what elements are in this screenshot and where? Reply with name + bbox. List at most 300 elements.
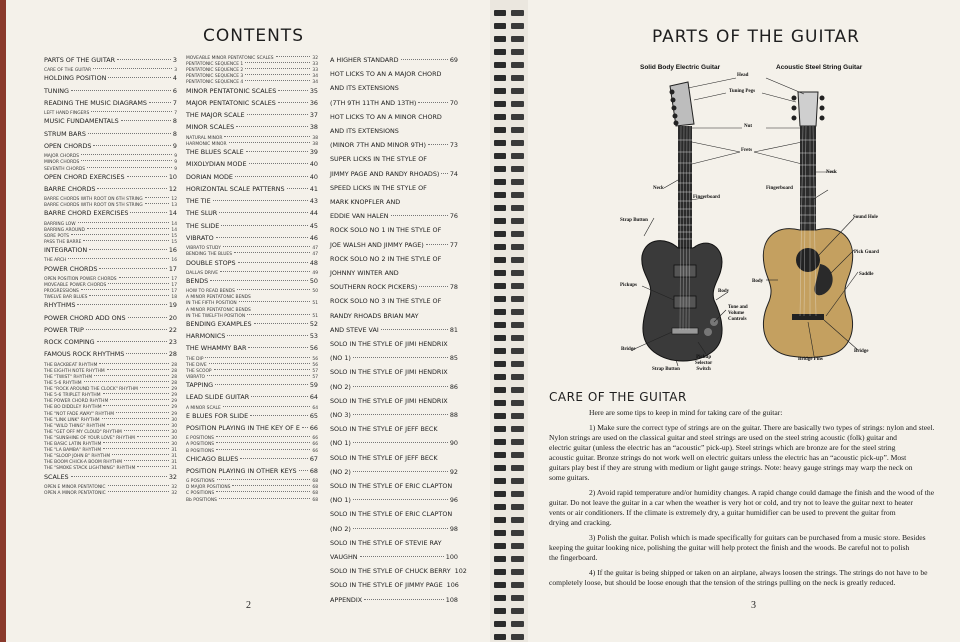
- toc-entry-title: DALLAS DRIVE: [186, 270, 218, 276]
- toc-leader-dots: [215, 384, 308, 385]
- toc-page-number: 76: [449, 212, 458, 221]
- spiral-coil: [494, 36, 524, 42]
- spiral-coil: [494, 595, 524, 601]
- toc-leader-dots: [108, 491, 170, 492]
- toc-entry-title: TAPPING: [186, 381, 214, 389]
- spiral-coil: [494, 608, 524, 614]
- toc-leader-dots: [126, 353, 167, 354]
- toc-leader-dots: [401, 59, 448, 60]
- contents-heading: CONTENTS: [203, 26, 304, 46]
- toc-subentry: [44, 387, 177, 392]
- toc-page-number: 3: [172, 56, 177, 64]
- toc-entry-title: SORE POTS: [44, 233, 70, 239]
- label-frets: Frets: [741, 148, 753, 153]
- spiral-coil: [494, 192, 524, 198]
- label-tuning-pegs: Tuning Pegs: [729, 89, 756, 94]
- toc-entry-title: A POSITIONS: [186, 442, 215, 448]
- toc-subentry: [186, 74, 318, 79]
- toc-entry-title: SUPER LICKS IN THE STYLE OF: [330, 155, 427, 164]
- toc-leader-dots: [83, 240, 169, 241]
- toc-entry-title: A MINOR PENTATONIC BENDS: [186, 307, 251, 313]
- toc-entry-title: AND STEVE VAI: [330, 325, 379, 334]
- toc-leader-dots: [245, 68, 310, 69]
- toc-leader-dots: [240, 458, 308, 459]
- toc-entry: [330, 539, 458, 547]
- toc-page-number: 98: [449, 524, 458, 533]
- toc-entry: [44, 473, 177, 481]
- label-tone-volume: Tone and Volume Controls: [728, 305, 748, 322]
- toc-entry: [186, 234, 318, 242]
- parts-heading: PARTS OF THE GUITAR: [652, 27, 860, 47]
- toc-entry-title: MOVEABLE POWER CHORDS: [44, 282, 107, 288]
- toc-subentry: [44, 442, 177, 447]
- toc-leader-dots: [207, 375, 310, 376]
- toc-leader-dots: [245, 80, 310, 81]
- toc-page-number: 30: [171, 429, 177, 435]
- toc-page-number: 29: [171, 411, 177, 417]
- toc-entry: [330, 439, 458, 447]
- toc-subentry: [186, 80, 318, 85]
- toc-entry: [330, 553, 458, 561]
- toc-entry-title: E BLUES FOR SLIDE: [186, 411, 249, 420]
- toc-page-number: 38: [312, 135, 318, 141]
- toc-entry: [186, 222, 318, 230]
- toc-subentry: [44, 167, 177, 172]
- toc-leader-dots: [108, 77, 171, 78]
- toc-page-number: 64: [309, 393, 318, 402]
- toc-entry: [44, 265, 177, 273]
- toc-entry-title: THE 5-6 TRIPLET RHYTHM: [44, 393, 101, 399]
- toc-leader-dots: [209, 363, 311, 364]
- toc-leader-dots: [107, 369, 170, 370]
- toc-entry-title: (NO 2): [330, 467, 351, 476]
- toc-leader-dots: [108, 485, 170, 486]
- toc-leader-dots: [103, 442, 169, 443]
- care-text: [549, 408, 954, 593]
- label-pickups: Pickups: [620, 283, 637, 288]
- spiral-coil: [494, 348, 524, 354]
- spiral-coil: [494, 517, 524, 523]
- care-line: Here are some tips to keep in mind for taking care of the guitar:: [589, 408, 783, 417]
- toc-entry-title: THE "LINK LINK" RHYTHM: [44, 417, 100, 423]
- toc-leader-dots: [247, 314, 310, 315]
- toc-entry-title: OPEN E MINOR PENTATONIC: [44, 484, 106, 490]
- toc-entry: [44, 326, 177, 334]
- toc-entry-title: ROCK SOLO NO 1 IN THE STYLE OF: [330, 226, 442, 235]
- toc-entry-title: ROCK SOLO NO 3 IN THE STYLE OF: [330, 297, 442, 306]
- toc-entry-title: SOLO IN THE STYLE OF ERIC CLAPTON: [330, 510, 453, 519]
- toc-leader-dots: [216, 436, 311, 437]
- toc-page-number: 40: [309, 172, 318, 181]
- toc-page-number: 56: [312, 356, 318, 362]
- spiral-coil: [494, 400, 524, 406]
- toc-entry-title: THE "WILD THING" RHYTHM: [44, 423, 106, 429]
- toc-entry-title: POWER CHORD ADD ONS: [44, 313, 126, 322]
- toc-entry: [330, 212, 458, 220]
- toc-entry-title: THE EIGHTH NOTE RHYTHM: [44, 368, 105, 374]
- toc-entry: [330, 155, 458, 163]
- toc-entry-title: MOVEABLE MINOR PENTATONIC SCALES: [186, 56, 274, 61]
- toc-leader-dots: [68, 258, 169, 259]
- toc-entry-title: THE ARCH: [44, 258, 67, 264]
- care-line: some guitars.: [549, 473, 590, 482]
- label-pickup-selector: Pickup Selector Switch: [695, 355, 713, 372]
- care-paragraph: [549, 488, 954, 528]
- toc-leader-dots: [97, 188, 166, 189]
- toc-leader-dots: [149, 102, 171, 103]
- care-line: completely loose, but should be loose enough that the tension of the strings pulling on the neck is greatly reduced.: [549, 578, 896, 587]
- care-paragraph: [549, 408, 954, 418]
- toc-entry-title: PASS THE BARRE: [44, 240, 82, 245]
- toc-entry-title: PROGRESSIONS: [44, 289, 79, 294]
- toc-leader-dots: [353, 386, 448, 387]
- toc-leader-dots: [140, 387, 169, 388]
- toc-entry-title: BENDING THE BLUES: [186, 252, 232, 258]
- toc-subentry: [186, 479, 318, 484]
- toc-leader-dots: [216, 449, 310, 450]
- label-body-electric: Body: [718, 289, 730, 294]
- toc-page-number: 31: [171, 454, 177, 460]
- toc-leader-dots: [99, 363, 169, 364]
- toc-page-number: 30: [171, 435, 177, 441]
- toc-page-number: 68: [312, 497, 318, 503]
- toc-page-number: 28: [171, 368, 177, 374]
- toc-entry-title: HARMONICS: [186, 332, 226, 340]
- toc-entry-title: THE "SMOKE STACK LIGHTNING" RHYTHM: [44, 466, 136, 472]
- toc-entry: [330, 226, 458, 234]
- toc-page-number: 28: [168, 350, 177, 359]
- toc-entry-title: BARRING LOW: [44, 221, 76, 227]
- label-nut: Nut: [744, 124, 753, 129]
- toc-leader-dots: [81, 154, 172, 155]
- toc-page-number: 16: [171, 258, 177, 264]
- toc-page-number: 13: [171, 203, 177, 209]
- toc-entry-title: PENTATONIC SEQUENCE 2: [186, 68, 244, 74]
- toc-entry-title: HARMONIC MINOR: [186, 141, 227, 147]
- spiral-coil: [494, 335, 524, 341]
- toc-leader-dots: [116, 412, 169, 413]
- toc-page-number: 92: [449, 467, 458, 476]
- label-saddle: Saddle: [859, 272, 874, 277]
- spiral-coil: [494, 426, 524, 432]
- toc-page-number: 29: [171, 393, 177, 399]
- toc-entry-title: HOLDING POSITION: [44, 74, 107, 83]
- spiral-coil: [494, 413, 524, 419]
- label-neck-electric: Neck: [653, 186, 664, 191]
- toc-subentry: [44, 197, 177, 202]
- toc-page-number: 53: [309, 332, 318, 340]
- label-bridge-acoustic: Bridge: [854, 349, 869, 354]
- toc-leader-dots: [287, 188, 308, 189]
- spiral-coil: [494, 296, 524, 302]
- toc-entry-title: THE BASIC LATIN RHYTHM: [44, 442, 102, 447]
- toc-entry: [186, 173, 318, 181]
- toc-subentry: [44, 454, 177, 459]
- toc-entry-title: A MINOR SCALE: [186, 405, 221, 411]
- toc-page-number: 33: [312, 68, 318, 74]
- page-number-left: 2: [246, 600, 251, 611]
- toc-leader-dots: [219, 212, 308, 213]
- toc-subentry: [186, 363, 318, 368]
- toc-leader-dots: [99, 268, 166, 269]
- toc-subentry: [44, 381, 177, 386]
- toc-leader-dots: [249, 163, 308, 164]
- toc-entry: [186, 87, 318, 95]
- toc-leader-dots: [254, 323, 308, 324]
- toc-page-number: 32: [171, 490, 177, 496]
- care-line: 2) Avoid rapid temperature and/or humidity changes. A rapid change could damage the finish and the wood of the: [589, 488, 935, 497]
- toc-entry-title: THE SLUR: [186, 209, 218, 218]
- toc-page-number: 35: [309, 86, 318, 95]
- toc-entry: [330, 510, 458, 518]
- toc-subentry: [44, 289, 177, 294]
- toc-page-number: 50: [309, 276, 318, 285]
- toc-entry-title: POWER CHORDS: [44, 264, 98, 273]
- toc-entry-title: OPEN A MINOR PENTATONIC: [44, 490, 106, 496]
- toc-leader-dots: [245, 74, 310, 75]
- toc-leader-dots: [81, 160, 172, 161]
- spiral-coil: [494, 504, 524, 510]
- toc-subentry: [186, 62, 318, 67]
- toc-page-number: 68: [312, 491, 318, 497]
- toc-page-number: 29: [171, 405, 177, 411]
- toc-leader-dots: [214, 369, 311, 370]
- toc-entry: [330, 383, 458, 391]
- toc-subentry: [186, 436, 318, 441]
- toc-leader-dots: [229, 142, 311, 143]
- toc-subentry: [186, 357, 318, 362]
- spiral-coil: [494, 361, 524, 367]
- toc-entry-title: BARRE CHORDS WITH ROOT ON 6TH STRING: [44, 197, 143, 203]
- toc-leader-dots: [216, 237, 308, 238]
- toc-subentry: [44, 160, 177, 165]
- toc-page-number: 51: [312, 301, 318, 307]
- toc-entry-title: THE DIP: [186, 356, 204, 362]
- toc-entry-title: THE SCOOP: [186, 368, 212, 374]
- page-edge: [0, 0, 6, 642]
- toc-page-number: 86: [449, 382, 458, 391]
- toc-leader-dots: [145, 203, 170, 204]
- toc-page-number: 19: [168, 301, 177, 310]
- toc-leader-dots: [88, 133, 171, 134]
- toc-entry-title: IN THE FIFTH POSITION: [186, 301, 237, 307]
- toc-entry-title: (NO 2): [330, 524, 351, 533]
- toc-entry: [44, 87, 177, 95]
- toc-page-number: 59: [309, 381, 318, 389]
- toc-entry-title: THE "TWIST" RHYTHM: [44, 374, 93, 380]
- toc-leader-dots: [278, 102, 308, 103]
- toc-entry-title: READING THE MUSIC DIAGRAMS: [44, 99, 147, 107]
- spiral-coil: [494, 49, 524, 55]
- toc-leader-dots: [216, 491, 310, 492]
- care-line: drying and cracking.: [549, 518, 612, 527]
- toc-subentry: [44, 460, 177, 465]
- toc-leader-dots: [217, 479, 311, 480]
- toc-entry-title: TUNING: [44, 86, 69, 95]
- toc-entry-title: EDDIE VAN HALEN: [330, 212, 389, 221]
- spiral-coil: [494, 23, 524, 29]
- toc-entry-title: CHICAGO BLUES: [186, 454, 239, 463]
- toc-entry: [330, 425, 458, 433]
- toc-page-number: 70: [449, 98, 458, 107]
- toc-entry: [330, 283, 458, 291]
- toc-leader-dots: [238, 262, 308, 263]
- toc-entry-title: SOLO IN THE STYLE OF JIMI HENDRIX: [330, 368, 448, 377]
- toc-leader-dots: [216, 442, 310, 443]
- spiral-coil: [494, 374, 524, 380]
- toc-page-number: 28: [171, 362, 177, 368]
- toc-page-number: 31: [171, 448, 177, 454]
- toc-entry-title: BENDS: [186, 276, 209, 285]
- toc-leader-dots: [124, 430, 170, 431]
- toc-entry-title: HORIZONTAL SCALE PATTERNS: [186, 184, 285, 193]
- toc-page-number: 68: [312, 479, 318, 485]
- toc-subentry: [44, 466, 177, 471]
- toc-entry: [186, 209, 318, 217]
- toc-leader-dots: [250, 415, 308, 416]
- toc-entry-title: THE MAJOR SCALE: [186, 111, 245, 120]
- spiral-coil: [494, 387, 524, 393]
- toc-page-number: 12: [168, 184, 177, 193]
- toc-entry-title: SOUTHERN ROCK PICKERS): [330, 283, 418, 292]
- toc-page-number: 74: [449, 169, 458, 178]
- toc-page-number: 46: [309, 234, 318, 242]
- toc-entry: [44, 246, 177, 254]
- toc-page-number: 32: [171, 484, 177, 490]
- toc-leader-dots: [391, 215, 448, 216]
- toc-page-number: 38: [312, 141, 318, 147]
- toc-entry-title: RANDY RHOADS BRIAN MAY: [330, 311, 419, 320]
- toc-leader-dots: [251, 396, 308, 397]
- toc-subentry: [44, 234, 177, 239]
- toc-leader-dots: [205, 357, 310, 358]
- toc-page-number: 17: [168, 264, 177, 273]
- toc-page-number: 67: [309, 454, 318, 463]
- spiral-coil: [494, 179, 524, 185]
- toc-entry-title: MINOR SCALES: [186, 123, 235, 132]
- toc-subentry: [44, 448, 177, 453]
- toc-page-number: 29: [171, 387, 177, 393]
- toc-leader-dots: [234, 252, 310, 253]
- spiral-coil: [494, 231, 524, 237]
- toc-entry-title: BARRE CHORDS: [44, 184, 96, 193]
- toc-entry: [186, 123, 318, 131]
- spiral-coil: [494, 62, 524, 68]
- toc-entry: [44, 209, 177, 217]
- toc-page-number: 52: [309, 319, 318, 328]
- toc-subentry: [44, 228, 177, 233]
- toc-page-number: 30: [171, 423, 177, 429]
- acoustic-caption: Acoustic Steel String Guitar: [776, 64, 863, 71]
- toc-page-number: 50: [312, 289, 318, 295]
- toc-entry: [186, 111, 318, 119]
- toc-entry-title: ROCK COMPING: [44, 338, 95, 347]
- toc-subentry: [44, 393, 177, 398]
- toc-page-number: 30: [171, 442, 177, 447]
- toc-leader-dots: [236, 126, 308, 127]
- toc-page-number: 34: [312, 74, 318, 80]
- toc-subentry: [186, 406, 318, 411]
- toc-page-number: 57: [312, 374, 318, 380]
- toc-page-number: 38: [309, 123, 318, 132]
- page-number-right: 3: [751, 600, 756, 611]
- toc-leader-dots: [97, 341, 167, 342]
- toc-leader-dots: [93, 145, 170, 146]
- toc-entry-title: THE DIVE: [186, 362, 207, 368]
- toc-entry: [330, 567, 467, 576]
- toc-leader-dots: [248, 347, 307, 348]
- toc-page-number: 106: [446, 581, 459, 590]
- toc-entry: [186, 197, 318, 205]
- toc-subentry: [44, 363, 177, 368]
- spiral-coil: [494, 491, 524, 497]
- toc-entry: [330, 84, 458, 92]
- toc-page-number: 36: [309, 98, 318, 107]
- toc-entry: [44, 74, 177, 82]
- toc-entry-title: G POSITIONS: [186, 479, 215, 485]
- toc-leader-dots: [110, 399, 169, 400]
- toc-leader-dots: [121, 120, 171, 121]
- toc-entry-title: MAJOR CHORDS: [44, 154, 80, 160]
- electric-caption: Solid Body Electric Guitar: [640, 64, 721, 71]
- toc-entry: [330, 99, 458, 107]
- spiral-coil: [494, 114, 524, 120]
- toc-subentry: [186, 271, 318, 276]
- toc-entry: [44, 301, 177, 309]
- toc-leader-dots: [71, 90, 171, 91]
- toc-entry: [186, 277, 318, 285]
- toc-page-number: 64: [312, 405, 318, 411]
- toc-page-number: 48: [309, 258, 318, 267]
- toc-entry-title: ROCK SOLO NO 2 IN THE STYLE OF: [330, 254, 442, 263]
- toc-entry-title: CARE OF THE GUITAR: [44, 68, 92, 74]
- toc-entry: [44, 314, 177, 322]
- toc-entry: [186, 332, 318, 340]
- toc-subentry: [186, 498, 318, 503]
- toc-leader-dots: [137, 436, 170, 437]
- label-pick-guard: Pick Guard: [854, 250, 879, 255]
- label-bridge-electric: Bridge: [621, 347, 636, 352]
- toc-entry: [186, 259, 318, 267]
- spiral-coil: [494, 569, 524, 575]
- toc-entry-title: B POSITIONS: [186, 448, 215, 454]
- care-line: vents or air conditioners. If the climate is extremely dry, a guitar humidifier can be used to prevent the guitar from: [549, 508, 896, 517]
- toc-entry: [44, 173, 177, 181]
- toc-subentry: [44, 203, 177, 208]
- toc-page-number: 31: [171, 460, 177, 466]
- toc-page-number: 15: [171, 233, 177, 239]
- label-strap-button-bottom: Strap Button: [652, 367, 680, 372]
- toc-entry: [186, 320, 318, 328]
- toc-leader-dots: [247, 114, 308, 115]
- toc-entry-title: BARRING AROUND: [44, 227, 85, 233]
- toc-page-number: 65: [309, 411, 318, 420]
- toc-page-number: 9: [174, 160, 177, 166]
- toc-leader-dots: [213, 200, 308, 201]
- toc-subentry: [44, 68, 177, 73]
- toc-page-number: 14: [171, 227, 177, 233]
- toc-subentry: [44, 485, 177, 490]
- toc-entry-title: BARRE CHORDS WITH ROOT ON 5TH STRING: [44, 203, 143, 209]
- spiral-coil: [494, 88, 524, 94]
- toc-page-number: 14: [168, 209, 177, 218]
- spiral-coil: [494, 322, 524, 328]
- spiral-coil: [494, 205, 524, 211]
- toc-page-number: 45: [309, 221, 318, 230]
- toc-leader-dots: [364, 599, 444, 600]
- toc-page-number: 81: [449, 325, 458, 334]
- toc-entry: [330, 241, 458, 249]
